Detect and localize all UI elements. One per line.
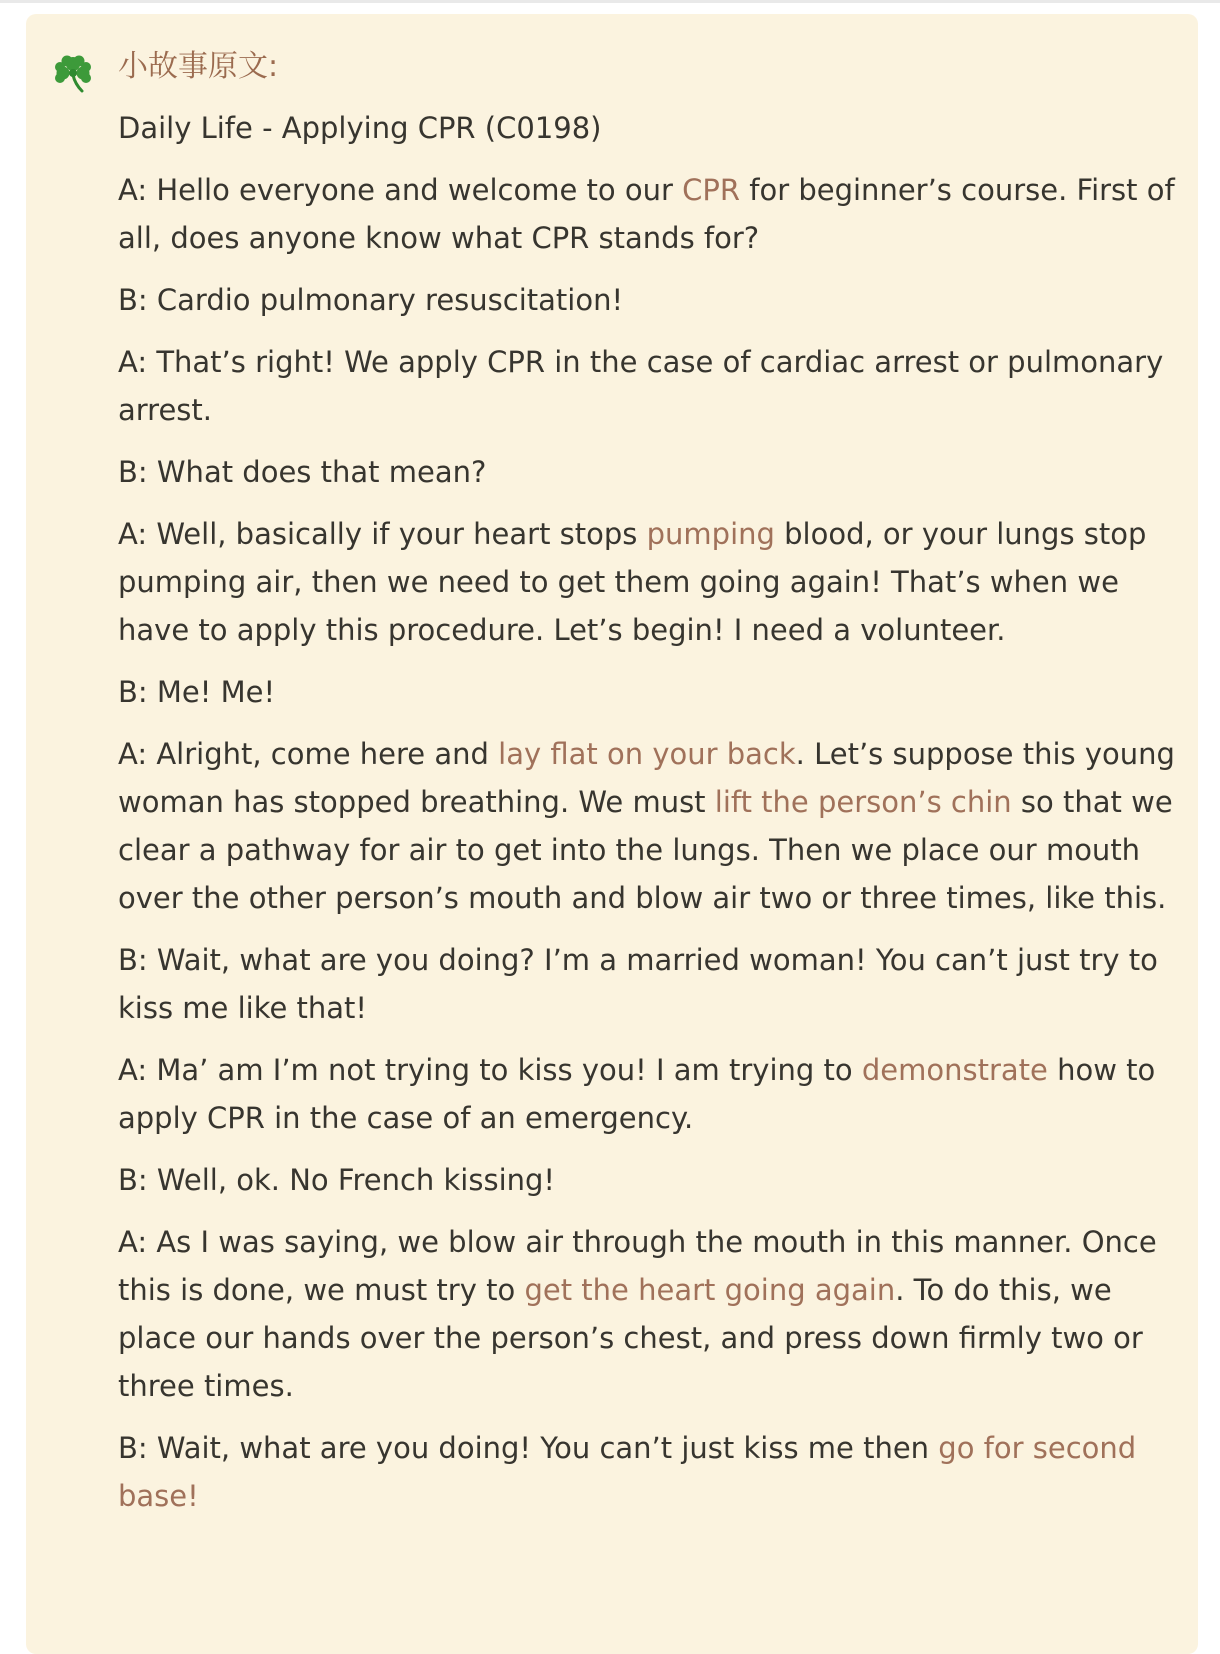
story-callout	[26, 14, 1198, 1654]
dialogue-paragraph	[118, 1424, 1188, 1520]
dialogue-text: B: What does that mean?	[118, 455, 487, 489]
dialogue	[118, 166, 1188, 1520]
dialogue-text: how to apply CPR in the case of an emergency.	[118, 1053, 1156, 1135]
dialogue-text: A: Ma’ am I’m not trying to kiss you! I am trying to	[118, 1053, 862, 1087]
dialogue-text: so that we clear a pathway for air to get into the lungs. Then we place our mouth over the other person’s mouth and blow air two or three times, like this.	[118, 785, 1173, 915]
dialogue-text: A: That’s right! We apply CPR in the case of cardiac arrest or pulmonary arrest.	[118, 345, 1164, 427]
shamrock-icon	[52, 52, 94, 94]
dialogue-text: B: Cardio pulmonary resuscitation!	[118, 283, 624, 317]
highlighted-phrase: go for second base!	[118, 1431, 1137, 1513]
dialogue-paragraph	[118, 448, 1188, 496]
dialogue-paragraph	[118, 276, 1188, 324]
dialogue-paragraph	[118, 730, 1188, 922]
dialogue-text: A: Well, basically if your heart stops	[118, 517, 647, 551]
dialogue-text: B: Wait, what are you doing! You can’t just kiss me then	[118, 1431, 939, 1465]
dialogue-text: B: Wait, what are you doing? I’m a married woman! You can’t just try to kiss me like that!	[118, 943, 1158, 1025]
dialogue-paragraph	[118, 510, 1188, 654]
dialogue-paragraph	[118, 166, 1188, 262]
story-heading: 小故事原文:	[118, 49, 279, 84]
dialogue-text: A: Alright, come here and	[118, 737, 499, 771]
dialogue-text: A: As I was saying, we blow air through the mouth in this manner. Once this is done, we must try to	[118, 1225, 1157, 1307]
top-divider	[0, 0, 1220, 3]
highlighted-phrase: get the heart going again	[524, 1273, 896, 1307]
dialogue-text: B: Me! Me!	[118, 675, 276, 709]
dialogue-text: blood, or your lungs stop pumping air, then we need to get them going again! That’s when we have to apply this procedure. Let’s begin! I need a volunteer.	[118, 517, 1147, 647]
dialogue-paragraph	[118, 1218, 1188, 1410]
dialogue-text: A: Hello everyone and welcome to our	[118, 173, 683, 207]
dialogue-text: . Let’s suppose this young woman has stopped breathing. We must	[118, 737, 1175, 819]
dialogue-paragraph	[118, 668, 1188, 716]
highlighted-phrase: pumping	[646, 517, 775, 551]
dialogue-paragraph	[118, 1156, 1188, 1204]
story-content	[118, 44, 1188, 1534]
dialogue-paragraph	[118, 1046, 1188, 1142]
story-title: Daily Life - Applying CPR (C0198)	[118, 111, 602, 145]
highlighted-phrase: CPR	[682, 173, 741, 207]
dialogue-text: B: Well, ok. No French kissing!	[118, 1163, 556, 1197]
dialogue-text: . To do this, we place our hands over the person’s chest, and press down firmly two or three times.	[118, 1273, 1143, 1403]
dialogue-text: for beginner’s course. First of all, does anyone know what CPR stands for?	[118, 173, 1175, 255]
highlighted-phrase: lift the person’s chin	[714, 785, 1012, 819]
highlighted-phrase: demonstrate	[861, 1053, 1048, 1087]
dialogue-paragraph	[118, 338, 1188, 434]
dialogue-paragraph	[118, 936, 1188, 1032]
highlighted-phrase: lay flat on your back	[498, 737, 796, 771]
